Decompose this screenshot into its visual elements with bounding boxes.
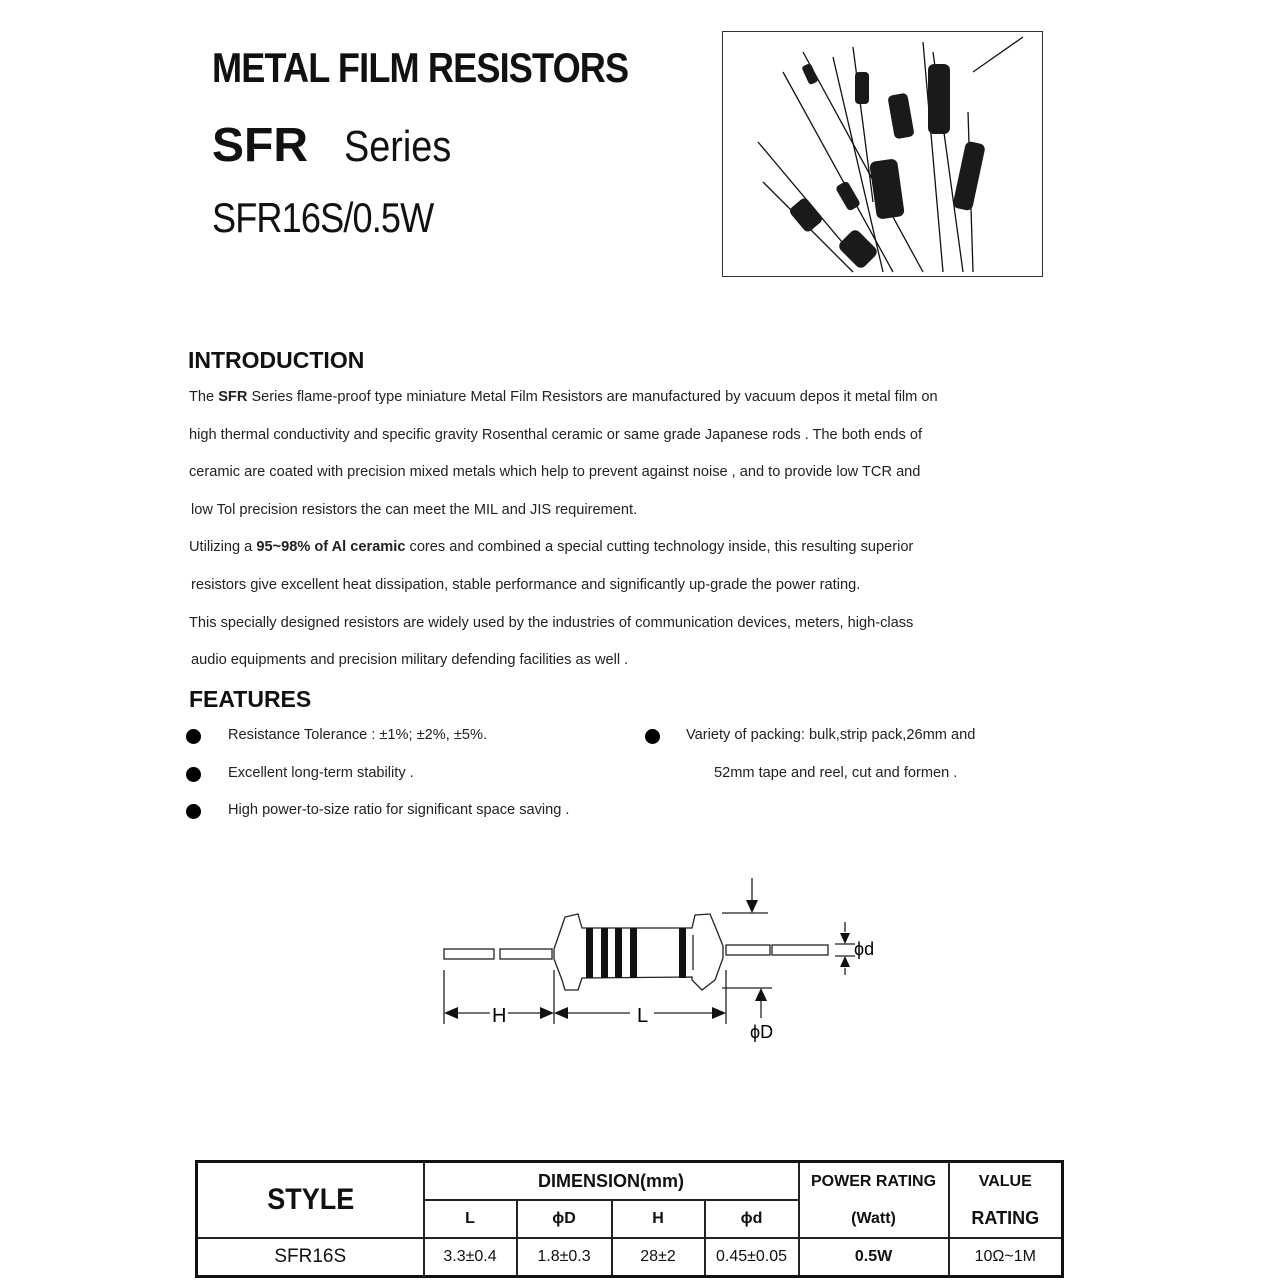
intro-line <box>189 389 938 405</box>
cell-D: 1.8±0.3 <box>517 1238 612 1277</box>
bullet-icon <box>645 729 660 744</box>
feature-item-continued: 52mm tape and reel, cut and formen . <box>714 765 958 781</box>
introduction-heading: INTRODUCTION <box>188 347 365 373</box>
cell-power: 0.5W <box>799 1238 949 1277</box>
dim-col-d: ϕd <box>705 1200 799 1238</box>
feature-item: Resistance Tolerance : ±1%; ±2%, ±5%. <box>228 727 488 743</box>
cell-d: 0.45±0.05 <box>705 1238 799 1277</box>
cell-style: SFR16S <box>197 1238 424 1277</box>
feature-item: High power-to-size ratio for significant space saving . <box>228 802 570 818</box>
intro-text: low Tol precision resistors the can meet the MIL and JIS requirement. <box>191 501 638 518</box>
table-row <box>197 1238 1063 1277</box>
dim-col-h: H <box>612 1200 705 1238</box>
bullet-icon <box>186 729 201 744</box>
bullet-icon <box>186 767 201 782</box>
intro-line <box>189 464 920 480</box>
cell-h: 28±2 <box>612 1238 705 1277</box>
intro-line <box>189 427 922 443</box>
intro-line <box>189 539 913 555</box>
value-rating-header-2: RATING <box>949 1200 1063 1238</box>
intro-emphasis: 95~98% of Al ceramic <box>256 539 406 556</box>
bullet-icon <box>186 804 201 819</box>
power-unit-header: (Watt) <box>799 1200 949 1238</box>
style-header: STYLE <box>208 1162 412 1239</box>
specification-table <box>195 1160 1064 1278</box>
intro-line <box>191 577 860 593</box>
label-l: L <box>637 1005 649 1027</box>
cell-value: 10Ω~1M <box>949 1238 1063 1277</box>
power-rating-header: POWER RATING <box>799 1162 949 1201</box>
document-title: METAL FILM RESISTORS <box>212 44 629 91</box>
dim-col-D: ϕD <box>517 1200 612 1238</box>
feature-item: Variety of packing: bulk,strip pack,26mm and <box>686 727 976 743</box>
intro-text: ceramic are coated with precision mixed metals which help to prevent against noise , and to provide low TCR and <box>189 464 921 481</box>
feature-item: Excellent long-term stability . <box>228 765 414 781</box>
resistors-image <box>723 32 1042 276</box>
series-code: SFR <box>212 119 308 172</box>
series-label: Series <box>344 122 452 171</box>
intro-line <box>191 652 628 668</box>
intro-text: cores and combined a special cutting technology inside, this resulting superior <box>405 539 914 556</box>
intro-text: Series flame-proof type miniature Metal Film Resistors are manufactured by vacuum depos it metal film on <box>247 389 938 405</box>
intro-text: audio equipments and precision military defending facilities as well . <box>191 652 629 669</box>
dim-col-l: L <box>424 1200 517 1238</box>
value-rating-header: VALUE <box>949 1162 1063 1201</box>
features-heading: FEATURES <box>189 686 312 712</box>
label-h: H <box>492 1005 507 1027</box>
resistors-photo <box>722 31 1043 277</box>
intro-text: The <box>189 389 219 405</box>
intro-line <box>189 615 913 631</box>
intro-text: This specially designed resistors are widely used by the industries of communication devices, meters, high-class <box>189 614 914 631</box>
intro-text: resistors give excellent heat dissipation, stable performance and significantly up-grade the power rating. <box>191 577 861 593</box>
model-name: SFR16S/0.5W <box>212 194 434 241</box>
cell-l: 3.3±0.4 <box>424 1238 517 1277</box>
intro-text: high thermal conductivity and specific gravity Rosenthal ceramic or same grade Japanese rods . The both ends of <box>189 426 923 443</box>
intro-emphasis: SFR <box>218 389 248 405</box>
label-phi-d: ϕd <box>854 939 875 959</box>
intro-text: Utilizing a <box>189 539 257 556</box>
intro-line <box>191 502 637 518</box>
dimension-header: DIMENSION(mm) <box>424 1162 799 1201</box>
resistor-dimension-diagram <box>430 860 890 1055</box>
label-phi-D: ϕD <box>750 1022 774 1042</box>
